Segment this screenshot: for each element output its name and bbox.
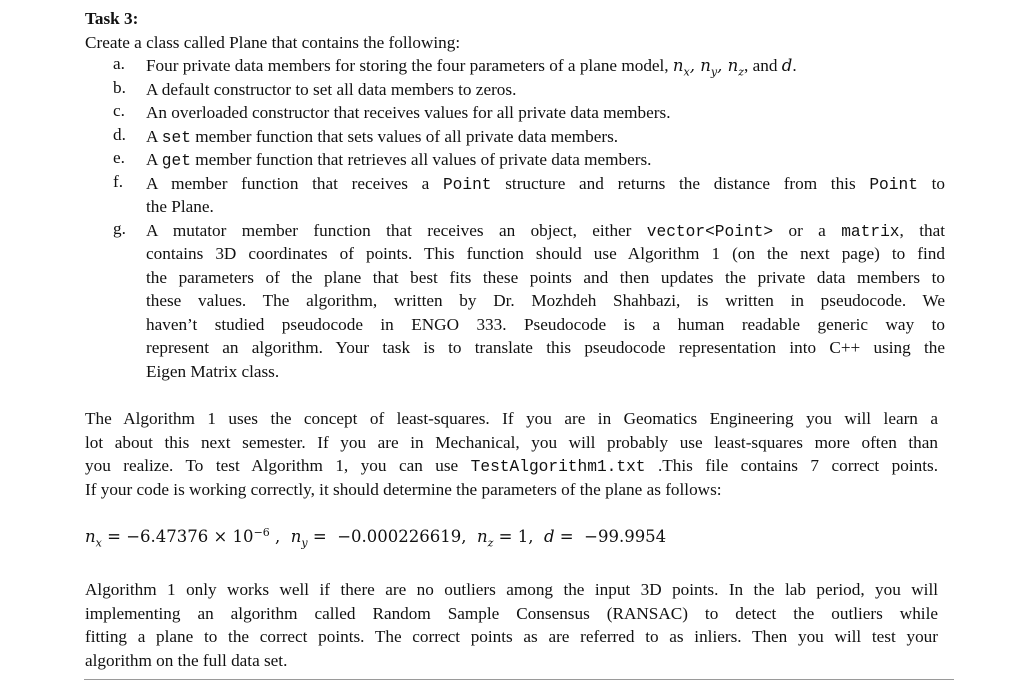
task-title: Task 3: — [85, 9, 139, 28]
item-text: A get member function that retrieves all values of private data members. — [146, 150, 652, 170]
least-squares-paragraph — [85, 407, 938, 501]
item-label: f. — [113, 171, 124, 191]
item-text: contains 3D coordinates of points. This function should use Algorithm 1 (on the next page) to find — [146, 244, 945, 263]
item-text: A set member function that sets values of all private data members. — [146, 126, 619, 147]
list-item-f — [85, 172, 945, 219]
nz-value: 1, — [517, 527, 534, 546]
list-item-d — [85, 125, 945, 149]
item-text: A mutator member function that receives an object, either vector<Point> or a matrix, that — [146, 220, 945, 241]
d-value: −99.9954 — [584, 527, 667, 546]
paragraph-line: Algorithm 1 only works well if there are no outliers among the input 3D points. In the lab period, you will — [85, 580, 938, 599]
paragraph-line: If your code is working correctly, it should determine the parameters of the plane as follows: — [85, 479, 722, 499]
paragraph-line: The Algorithm 1 uses the concept of least-squares. If you are in Geomatics Engineering you will learn a — [85, 409, 938, 428]
nx-exponent: −6 — [253, 526, 270, 539]
list-item-b — [85, 78, 945, 102]
task-intro: Create a class called Plane that contains the following: — [85, 32, 461, 52]
paragraph-line: algorithm on the full data set. — [85, 650, 288, 670]
item-text: represent an algorithm. Your task is to translate this pseudocode representation into C++ using the — [146, 338, 945, 357]
list-item-e — [85, 148, 945, 172]
paragraph-line: implementing an algorithm called Random Sample Consensus (RANSAC) to detect the outliers while — [85, 603, 938, 623]
item-text: Eigen Matrix class. — [146, 361, 280, 381]
paragraph-line: you realize. To test Algorithm 1, you can use TestAlgorithm1.txt .This file contains 7 correct points. — [85, 456, 938, 476]
item-text: An overloaded constructor that receives values for all private data members. — [146, 103, 671, 122]
item-label: c. — [113, 101, 125, 120]
item-label: g. — [113, 218, 126, 238]
item-text: the parameters of the plane that best fits these points and then updates the private data members to — [146, 267, 945, 287]
bottom-divider — [84, 679, 954, 680]
list-item-a — [85, 54, 945, 78]
ransac-paragraph — [85, 578, 938, 672]
item-text: the Plane. — [146, 197, 214, 216]
item-text: A default constructor to set all data members to zeros. — [146, 79, 517, 99]
item-text: haven’t studied pseudocode in ENGO 333. Pseudocode is a human readable generic way to — [146, 314, 945, 334]
item-label: a. — [113, 54, 125, 73]
task-section — [85, 7, 945, 383]
item-label: e. — [113, 148, 125, 167]
item-label: b. — [113, 77, 126, 97]
item-text: A member function that receives a Point structure and returns the distance from this Point to — [146, 173, 945, 194]
paragraph-line: fitting a plane to the correct points. The correct points as are referred to as inliers. Then you will test your — [85, 627, 938, 646]
item-text: Four private data members for storing the four parameters of a plane model, $n_x$, $n_y$, $n_z$, and d. — [146, 56, 797, 79]
list-item-c — [85, 101, 945, 125]
item-text: these values. The algorithm, written by Dr. Mozhdeh Shahbazi, is written in pseudocode. We — [146, 291, 945, 310]
paragraph-line: lot about this next semester. If you are in Mechanical, you will probably use least-squares more often than — [85, 432, 938, 452]
nx-value: −6.47376 × 10 — [126, 527, 254, 546]
item-label: d. — [113, 124, 126, 144]
plane-parameters-equation: $n_x = -6.47376 \times 10^{-6}$ , $n_y = -0.000226619$, $n_z = 1$, d = −99.9954 — [85, 526, 667, 550]
list-item-g — [85, 219, 945, 384]
ny-value: −0.000226619, — [337, 527, 467, 546]
